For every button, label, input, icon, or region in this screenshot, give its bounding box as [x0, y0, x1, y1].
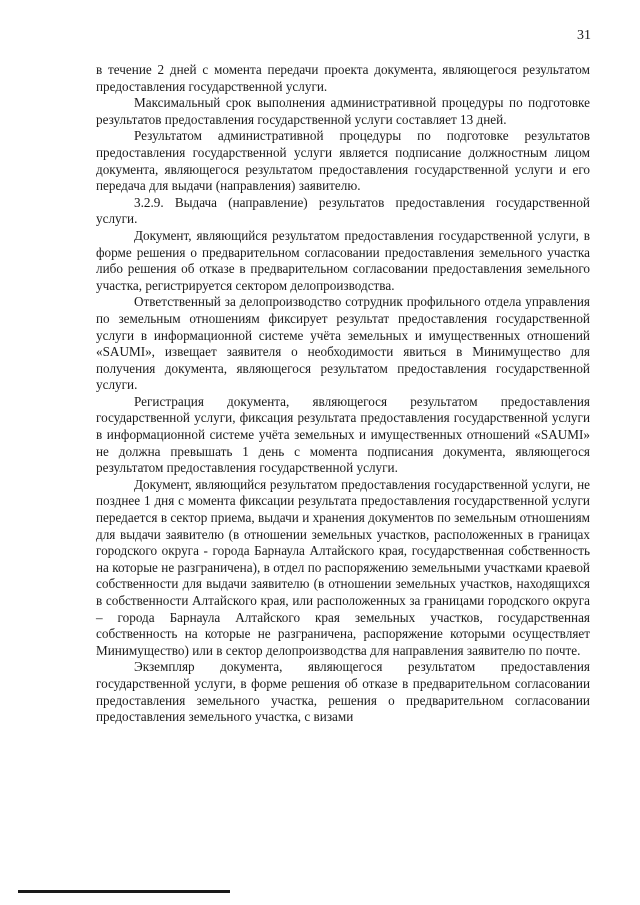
section-heading-3-2-9: 3.2.9. Выдача (направление) результатов предоставления государственной услуги.	[96, 194, 590, 227]
document-body	[96, 62, 590, 726]
paragraph-registration: Документ, являющийся результатом предоставления государственной услуги, в форме решения о предварительном согласовании предоставления земельного участка либо решения об отказе в предварительном согласовании предоставления земельного участка, регистрируется сектором делопроизводства.	[96, 227, 590, 293]
paragraph-document-transfer: Документ, являющийся результатом предоставления государственной услуги, не позднее 1 дня с момента фиксации результата предоставления государственной услуги передается в сектор приема, выдачи и хранения документов по земельным отношениям для выдачи заявителю (в отношении земельных участков, расположенных в границах городского округа - города Барнаула Алтайского края, государственная собственность на которые не разграничена), в отдел по распоряжению земельными участками краевой собственности для выдачи заявителю (в отношении земельных участков, находящихся в собственности Алтайского края, или расположенных за границами городского округа – города Барнаула Алтайского края земельных участков, государственная собственность на которые не разграничена, распоряжение которыми осуществляет Минимущество) или в сектор делопроизводства для направления заявителю по почте.	[96, 476, 590, 658]
paragraph-procedure-result: Результатом административной процедуры по подготовке результатов предоставления государственной услуги является подписание должностным лицом документа, являющегося результатом предоставления государственной услуги и его передача для выдачи (направления) заявителю.	[96, 128, 590, 194]
paragraph-document-copy: Экземпляр документа, являющегося результатом предоставления государственной услуги, в форме решения об отказе в предварительном согласовании предоставления земельного участка, решения о предварительном согласовании предоставления земельного участка, с визами	[96, 659, 590, 725]
paragraph-responsible-officer: Ответственный за делопроизводство сотрудник профильного отдела управления по земельным отношениям фиксирует результат предоставления государственной услуги в информационной системе учёта земельных и имущественных отношений «SAUMI», извещает заявителя о необходимости явиться в Минимущество для получения документа, являющегося результатом предоставления государственной услуги.	[96, 294, 590, 393]
paragraph-max-duration: Максимальный срок выполнения административной процедуры по подготовке результатов предоставления государственной услуги составляет 13 дней.	[96, 95, 590, 127]
paragraph-registration-term: Регистрация документа, являющегося результатом предоставления государственной услуги, фиксация результата предоставления государственной услуги в информационной системе учёта земельных и имущественных отношений «SAUMI» не должна превышать 1 день с момента подписания документа, являющегося результатом предоставления государственной услуги.	[96, 393, 590, 476]
footer-divider	[18, 890, 230, 893]
page-number: 31	[577, 28, 591, 43]
paragraph-continuation: в течение 2 дней с момента передачи проекта документа, являющегося результатом предоставления государственной услуги.	[96, 62, 590, 94]
